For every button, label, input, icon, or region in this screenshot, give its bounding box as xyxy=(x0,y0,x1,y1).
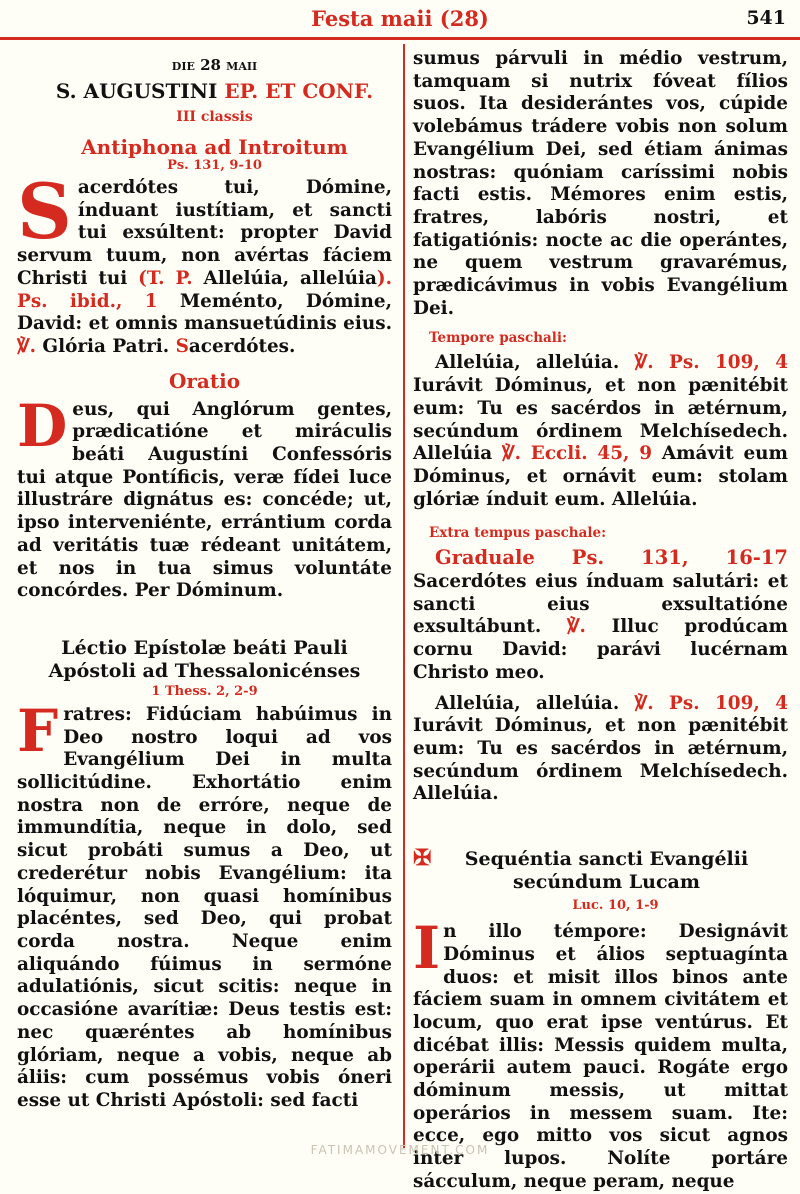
tempore-paschali-label: Tempore paschali: xyxy=(429,330,568,347)
gospel-drop-cap: I xyxy=(413,914,441,983)
gospel-title: ✠ Sequéntia sancti Evangélii secúndum Lucam xyxy=(413,845,749,894)
watermark: FATIMAMOVEMENT.COM xyxy=(310,1143,490,1157)
running-title: Festa maii (28) xyxy=(311,6,489,31)
versicle-symbol: ℣. xyxy=(17,335,36,357)
tempore-paschali-alleluia: Allelúia, allelúia. ℣. Ps. 109, 4 Iurávit Dóminus, et non pænitébit eum: Tu es sacérdos in ætérnum, secúndum órdinem Melchísedech. Allelúia ℣. Eccli. 45, 9 Amávit eum Dóminus, et ornávit eum: stolam glóriæ índuit eum. Allelúia. xyxy=(413,352,788,510)
introit-drop-cap: S xyxy=(17,167,72,256)
feast-title xyxy=(17,80,392,103)
graduale-text: Graduale Ps. 131, 16-17 Sacerdótes eius índuam salutári: et sancti eius exsultatióne exsultábunt. ℣. Illuc prodúcam cornu David: parávi lucérnam Christo meo. xyxy=(413,546,789,683)
extra-tempus-label: Extra tempus paschale: xyxy=(429,525,607,542)
oratio-text: Deus, qui Anglórum gentes, prædicatióne et miráculis beáti Augustíni Confessóris tui atque Pontíficis, veræ fídei luce illustráre dignátus es: concéde; ut, ipso interveniénte, errántium corda ad veritátis tuæ rédeant unitátem, et nos in tua simus voluntáte concórdes. Per Dóminum. xyxy=(17,391,392,602)
graduale-heading: Graduale Ps. 131, 16-17 xyxy=(435,546,788,570)
left-column xyxy=(17,46,392,1113)
introit-text: Sacerdótes tui, Dómine, índuant iustítiam, et sancti tui exsúltent: propter David servum tuum, non avértas fáciem Christi tui (T. P. Allelúia, allelúia). Ps. ibid., 1 Meménto, Dómine, David: et omnis mansuetúdinis eius. ℣. Glória Patri. Sacerdótes. xyxy=(17,167,393,357)
gospel-text: In illo témpore: Designávit Dóminus et álios septuagínta duos: et misit illos binos ante fáciem suam in omnem civitátem et locum, quo erat ipse ventúrus. Et dicébat illis: Messis quidem multa, operárii autem pauci. Rogáte ergo dóminum messis, ut mittat operários in messem suam. Ite: ecce, ego mitto vos sicut agnos inter lupos. Nolíte portáre sácculum, neque peram, neque xyxy=(413,914,788,1192)
oratio-title: Oratio xyxy=(168,368,241,393)
gospel-reference: Luc. 10, 1-9 xyxy=(572,898,659,914)
saint-name: S. AUGUSTINI xyxy=(55,79,218,103)
lectio-title: Léctio Epístolæ beáti Pauli Apóstoli ad Thessalonicénses xyxy=(48,636,361,682)
lectio-reference: 1 Thess. 2, 2-9 xyxy=(151,683,258,699)
extra-alleluia: Allelúia, allelúia. ℣. Ps. 109, 4 Iurávit Dóminus, et non pænitébit eum: Tu es sacérdos in ætérnum, secúndum órdinem Melchísedech. Allelúia. xyxy=(413,692,788,805)
lectio-drop-cap: F xyxy=(17,696,59,765)
page-number: 541 xyxy=(746,7,786,29)
introit-reference: Ps. 131, 9-10 xyxy=(167,158,262,173)
introit-title: Antiphona ad Introitum xyxy=(81,135,348,159)
gospel-cross-icon: ✠ xyxy=(413,845,432,872)
lectio-text: Fratres: Fidúciam habúimus in Deo nostro loqui ad vos Evangélium Dei in multa sollicitúdine. Exhortátio enim nostra non de erróre, neque de immundítia, neque in dolo, sed sicut probáti sumus a Deo, ut crederétur nobis Evangélium: ita lóquimur, non quasi homínibus placéntes, sed Deo, qui probat corda nostra. Neque enim aliquándo fúimus in sermóne adulatiónis, sicut scitis: neque in occasióne avarítiæ: Deus testis est: nec quæréntes ab homínibus glóriam, neque a vobis, neque ab áliis: cum possémus vobis óneri esse ut Christi Apóstoli: sed facti xyxy=(17,696,392,1111)
column-divider xyxy=(403,44,405,1148)
feast-date: die 28 maii xyxy=(171,56,258,74)
feast-class: III classis xyxy=(176,109,253,125)
right-column xyxy=(413,46,788,1194)
oratio-drop-cap: D xyxy=(17,391,68,460)
page-header xyxy=(0,0,800,40)
saint-rank: EP. ET CONF. xyxy=(224,79,374,103)
lectio-continuation: sumus párvuli in médio vestrum, tamquam si nutrix fóveat fílios suos. Ita desiderántes vos, cúpide volebámus trádere vobis non solum Evangélium Dei, sed étiam ánimas nostras: quóniam caríssimi nobis facti estis. Mémores enim estis, fratres, labóris nostri, et fatigatiónis: nocte ac die operántes, ne quem vestrum gravarémus, prædicávimus in vobis Evangélium Dei. xyxy=(413,48,788,319)
